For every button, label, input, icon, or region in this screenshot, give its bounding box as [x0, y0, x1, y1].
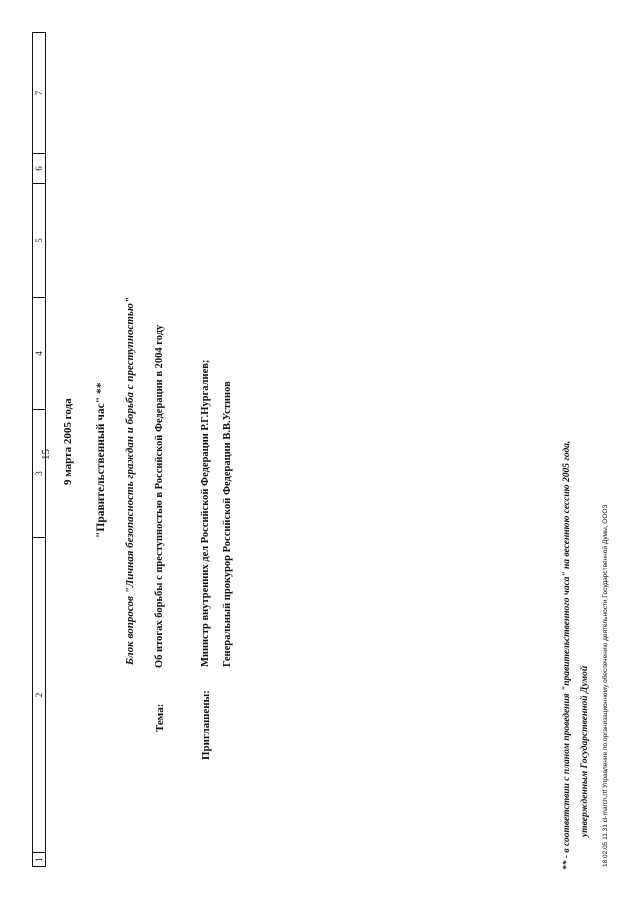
header-cell [33, 297, 45, 409]
header-cell-label: 6 [34, 166, 44, 171]
footnote-continuation: утвержденным Государственной Думой [580, 665, 590, 837]
invited-label: Приглашены: [200, 690, 212, 760]
header-column-table [32, 32, 46, 867]
government-hour-title: "Правительственный час" ** [95, 382, 107, 538]
session-date: 9 марта 2005 года [62, 398, 74, 485]
topic-text: Об итогах борьбы с преступностью в Российской Федерации в 2004 году [154, 324, 165, 668]
header-cell-label: 4 [34, 351, 44, 356]
header-cell [33, 33, 45, 153]
header-cell [33, 153, 45, 183]
page-number: 15 [40, 449, 52, 460]
header-cell-label: 2 [34, 692, 44, 698]
invited-person: Министр внутренних дел Российской Федерации Р.Г.Нургалиев; [200, 359, 211, 667]
header-cell [33, 852, 45, 866]
document-meta-line: 18.02.05 11.31 cl-march.rtf Управление по организационному обеспечению деятельности Государственной Думы, ОООЗ [602, 504, 609, 867]
footnote: ** - в соответствии с планом проведения "правительственного часа" на весеннюю сессию 2005 года, [562, 440, 572, 870]
question-block-title: Блок вопросов "Личная безопасность граждан и борьба с преступностью" [124, 296, 136, 665]
header-cell [33, 183, 45, 297]
header-cell [33, 537, 45, 852]
header-cell-label: 1 [34, 857, 44, 862]
header-cell [33, 409, 45, 537]
invited-person: Генеральный прокурор Российской Федерации В.В.Устинов [222, 381, 233, 667]
header-cell-label: 3 [34, 471, 44, 476]
header-cell-label: 7 [34, 90, 44, 96]
header-cell-label: 5 [34, 238, 44, 243]
topic-label: Тема: [154, 703, 166, 732]
